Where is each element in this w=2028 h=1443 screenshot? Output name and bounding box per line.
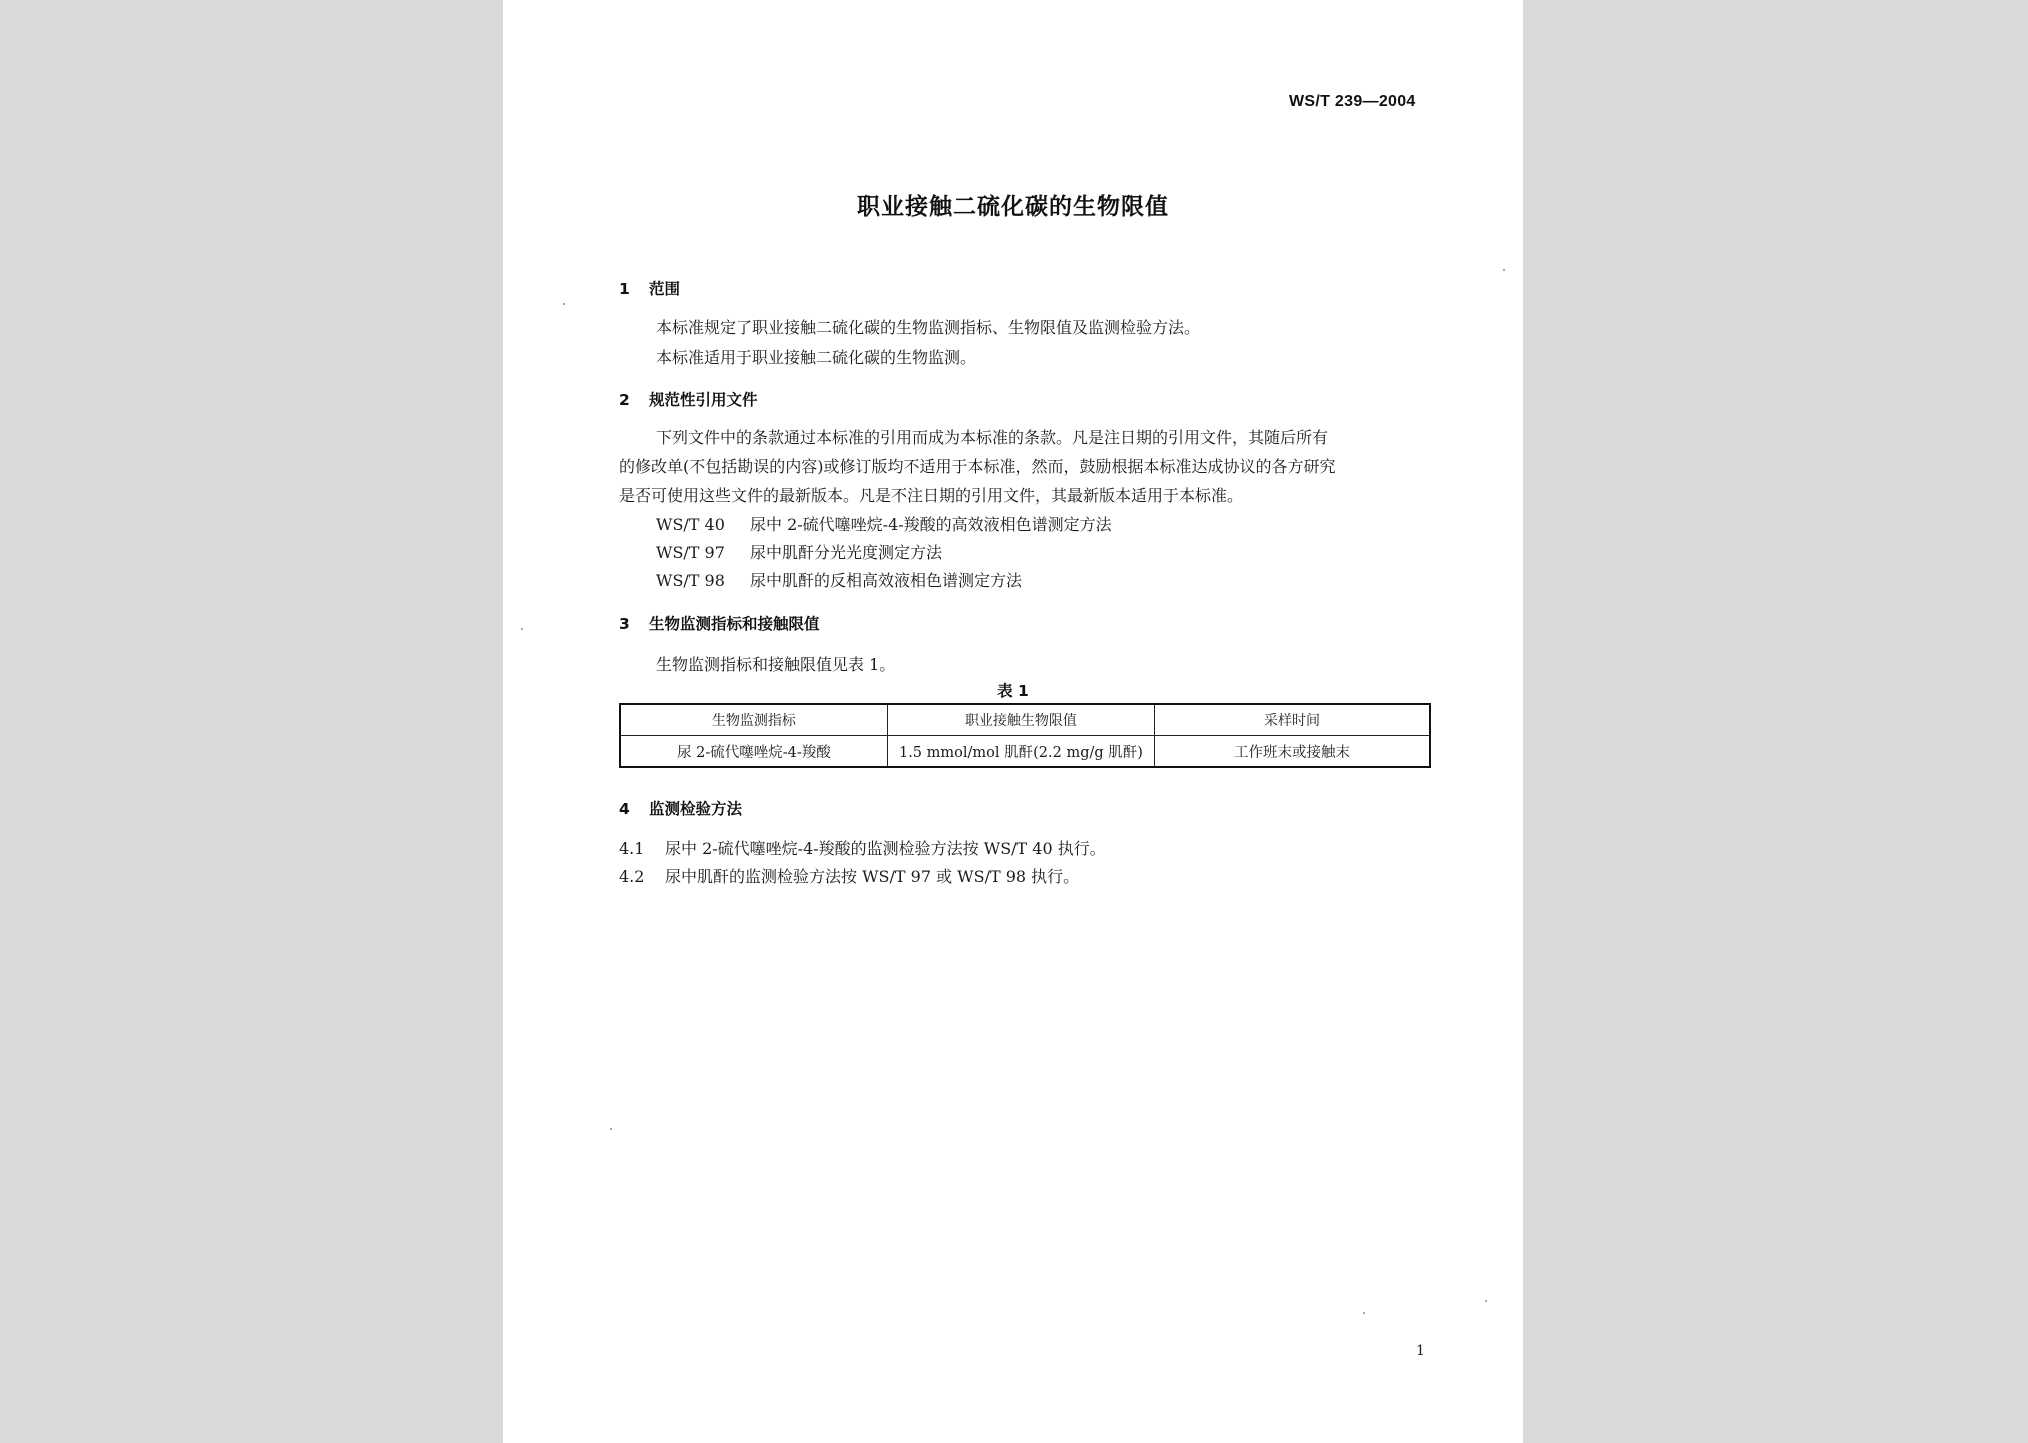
clause-text: 尿中肌酐的监测检验方法按 WS/T 97 或 WS/T 98 执行。 (665, 867, 1080, 886)
reference-title: 尿中肌酐分光光度测定方法 (750, 543, 943, 562)
section-1-heading (619, 277, 680, 299)
scan-speck (521, 628, 523, 630)
table-row (620, 736, 1430, 768)
column-header: 职业接触生物限值 (887, 704, 1154, 736)
table-cell: 工作班末或接触末 (1155, 736, 1430, 768)
column-header: 生物监测指标 (620, 704, 887, 736)
section-title: 生物监测指标和接触限值 (649, 615, 820, 633)
reference-item (656, 540, 942, 563)
section-number: 3 (619, 615, 630, 633)
reference-code: WS/T 97 (656, 543, 725, 562)
section-3-heading (619, 612, 820, 634)
reference-title: 尿中肌酐的反相高效液相色谱测定方法 (750, 571, 1023, 590)
clause-number: 4.2 (619, 867, 645, 886)
section-number: 1 (619, 280, 630, 298)
reference-item (656, 512, 1112, 535)
section-title: 规范性引用文件 (649, 391, 758, 409)
document-title: 职业接触二硫化碳的生物限值 (857, 194, 1169, 220)
section-number: 2 (619, 391, 630, 409)
clause-number: 4.1 (619, 839, 645, 858)
table-cell: 尿 2-硫代噻唑烷-4-羧酸 (620, 736, 887, 768)
scan-speck (563, 303, 565, 305)
scan-speck (1485, 1300, 1487, 1302)
table-header-row (620, 704, 1430, 736)
table-cell: 1.5 mmol/mol 肌酐(2.2 mg/g 肌酐) (887, 736, 1154, 768)
section-2-intro-line-2: 的修改单(不包括勘误的内容)或修订版均不适用于本标准，然而，鼓励根据本标准达成协议的各方研究 (619, 457, 1336, 476)
section-4-heading (619, 797, 742, 819)
limit-values-table (619, 703, 1431, 768)
reference-code: WS/T 40 (656, 515, 725, 534)
section-2-intro-line-3: 是否可使用这些文件的最新版本。凡是不注日期的引用文件，其最新版本适用于本标准。 (619, 486, 1244, 505)
reference-item (656, 568, 1022, 591)
standard-code: WS/T 239—2004 (1289, 93, 1416, 110)
reference-title: 尿中 2-硫代噻唑烷-4-羧酸的高效液相色谱测定方法 (750, 515, 1112, 534)
clause-4-1 (619, 836, 1106, 859)
section-1-paragraph-1: 本标准规定了职业接触二硫化碳的生物监测指标、生物限值及监测检验方法。 (656, 318, 1201, 337)
section-1-paragraph-2: 本标准适用于职业接触二硫化碳的生物监测。 (656, 348, 977, 367)
scan-speck (1363, 1312, 1365, 1314)
scan-speck (610, 1128, 612, 1130)
section-title: 范围 (649, 280, 681, 298)
clause-4-2 (619, 864, 1079, 887)
document-page (503, 0, 1523, 1443)
section-3-paragraph: 生物监测指标和接触限值见表 1。 (656, 655, 896, 674)
reference-code: WS/T 98 (656, 571, 725, 590)
section-2-heading (619, 388, 758, 410)
section-title: 监测检验方法 (649, 800, 743, 818)
table-caption: 表 1 (997, 682, 1029, 700)
page-number: 1 (1416, 1343, 1425, 1359)
column-header: 采样时间 (1155, 704, 1430, 736)
clause-text: 尿中 2-硫代噻唑烷-4-羧酸的监测检验方法按 WS/T 40 执行。 (665, 839, 1106, 858)
scan-speck (1503, 269, 1505, 271)
section-2-intro-line-1: 下列文件中的条款通过本标准的引用而成为本标准的条款。凡是注日期的引用文件，其随后所有 (656, 428, 1329, 447)
section-number: 4 (619, 800, 630, 818)
